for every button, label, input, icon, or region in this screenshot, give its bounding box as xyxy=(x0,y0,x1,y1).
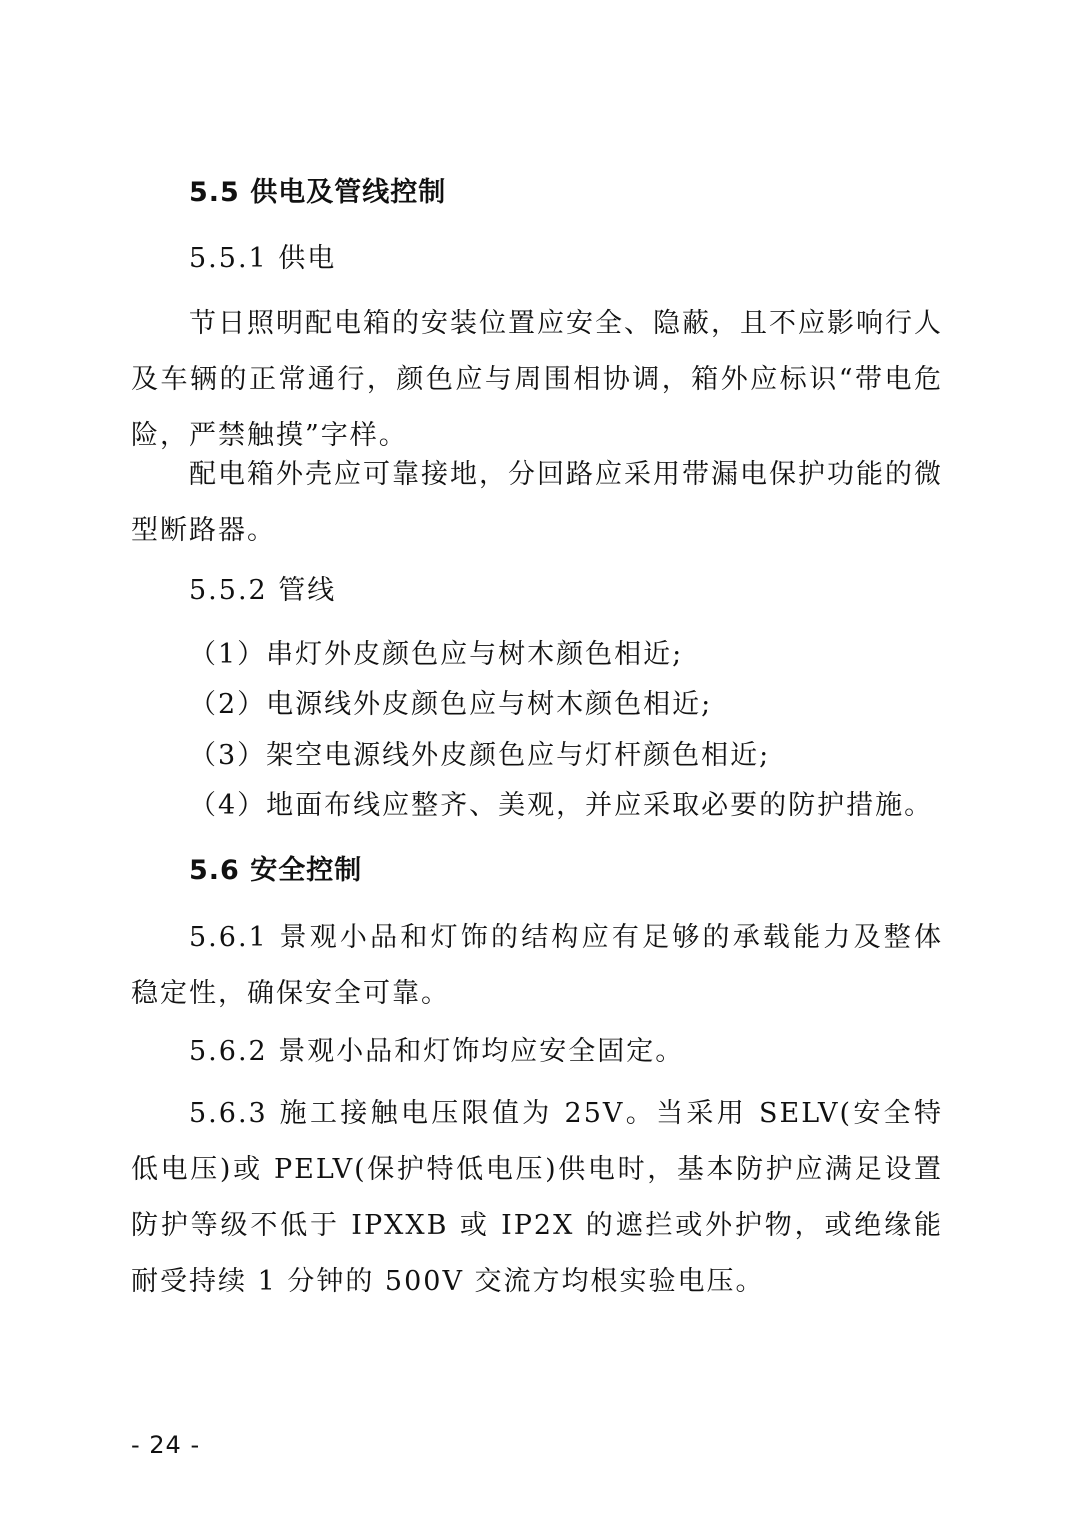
list-item: （4）地面布线应整齐、美观，并应采取必要的防护措施。 xyxy=(189,790,934,821)
paragraph-5-6-3: 5.6.3 施工接触电压限值为 25V。当采用 SELV(安全特低电压)或 PELV(保护特低电压)供电时，基本防护应满足设置防护等级不低于 IPXXB 或 IP2X 的遮拦或外护物，或绝缘能耐受持续 1 分钟的 500V 交流方均根实验电压。 xyxy=(131,1098,943,1297)
list-item: （3）架空电源线外皮颜色应与灯杆颜色相近; xyxy=(189,740,771,771)
paragraph-5-6-2: 5.6.2 景观小品和灯饰均应安全固定。 xyxy=(189,1036,685,1067)
subsection-title-5-5-1: 5.5.1 供电 xyxy=(189,243,337,274)
list-item: （2）电源线外皮颜色应与树木颜色相近; xyxy=(189,689,713,720)
paragraph-distribution-box-location: 节日照明配电箱的安装位置应安全、隐蔽，且不应影响行人及车辆的正常通行，颜色应与周围相协调，箱外应标识“带电危险，严禁触摸”字样。 xyxy=(131,308,943,451)
subsection-title-5-5-2: 5.5.2 管线 xyxy=(189,575,337,606)
paragraph-5-6-1: 5.6.1 景观小品和灯饰的结构应有足够的承载能力及整体稳定性，确保安全可靠。 xyxy=(131,922,943,1009)
section-heading-5-6: 5.6 安全控制 xyxy=(189,855,363,886)
list-item: （1）串灯外皮颜色应与树木颜色相近; xyxy=(189,639,684,670)
section-heading-5-5: 5.5 供电及管线控制 xyxy=(189,177,447,208)
page-number: - 24 - xyxy=(131,1431,201,1459)
paragraph-distribution-box-grounding: 配电箱外壳应可靠接地，分回路应采用带漏电保护功能的微型断路器。 xyxy=(131,459,943,546)
